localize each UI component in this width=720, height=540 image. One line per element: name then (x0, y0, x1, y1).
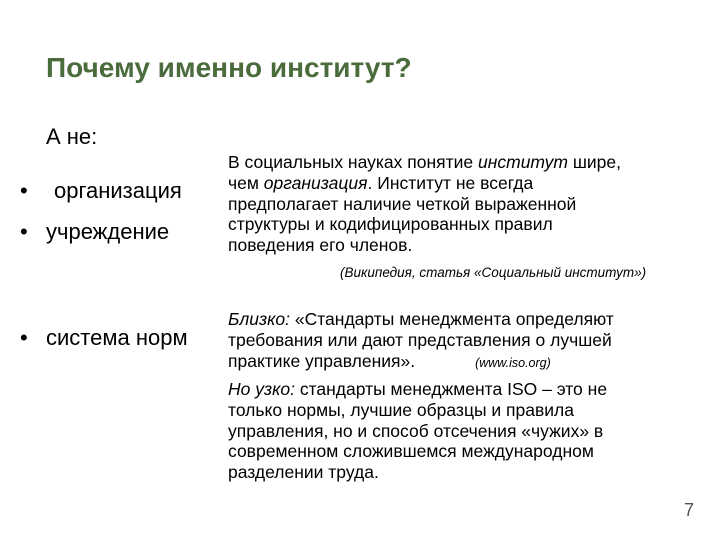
text-span: В социальных науках понятие (228, 152, 478, 172)
definition-paragraph (228, 152, 621, 256)
definition-line: поведения его членов. (228, 235, 413, 256)
definition-line: предполагает наличие четкой выраженной (228, 193, 577, 214)
close-line (228, 309, 614, 330)
bullet-label: организация (54, 178, 182, 203)
bullet-marker: • (20, 325, 28, 350)
text-span: практике управления». (228, 350, 416, 371)
bullet-label: учреждение (46, 219, 170, 244)
text-span: шире, (567, 152, 621, 172)
slide-title: Почему именно институт? (46, 52, 412, 83)
bullet-item-organization (20, 178, 182, 204)
text-span: стандарты менеджмента ISO – это не (294, 379, 608, 399)
emphasis-term: институт (478, 152, 568, 172)
emphasis-term: Но узко: (228, 379, 295, 399)
bullet-label: система норм (46, 325, 188, 350)
wikipedia-source: (Википедия, статья «Социальный институт») (340, 265, 647, 280)
page-number: 7 (684, 500, 695, 520)
iso-source: (www.iso.org) (475, 355, 551, 370)
close-line (228, 351, 614, 374)
definition-line: структуры и кодифицированных правил (228, 214, 553, 235)
narrow-line: управления, но и способ отсечения «чужих» в (228, 420, 604, 441)
emphasis-term: Близко: (228, 309, 290, 329)
text-span: . Институт не всегда (367, 172, 534, 193)
emphasis-term: организация (263, 172, 368, 193)
close-paragraph (228, 309, 614, 373)
definition-line (228, 173, 621, 194)
narrow-line: современном сложившемся международном (228, 441, 594, 462)
definition-line (228, 152, 621, 173)
text-span: чем (228, 172, 264, 193)
narrow-line (228, 379, 607, 400)
narrow-line: только нормы, лучшие образцы и правила (228, 399, 575, 420)
bullet-marker: • (20, 219, 28, 244)
narrow-paragraph (228, 379, 607, 483)
intro-label: А не: (46, 124, 98, 149)
bullet-item-norm-system (20, 325, 188, 351)
close-line: требования или дают представления о лучшей (228, 329, 612, 350)
text-span: «Стандарты менеджмента определяют (290, 309, 614, 329)
bullet-marker: • (20, 178, 28, 203)
narrow-line: разделении труда. (228, 462, 379, 483)
bullet-item-institution (20, 219, 169, 245)
